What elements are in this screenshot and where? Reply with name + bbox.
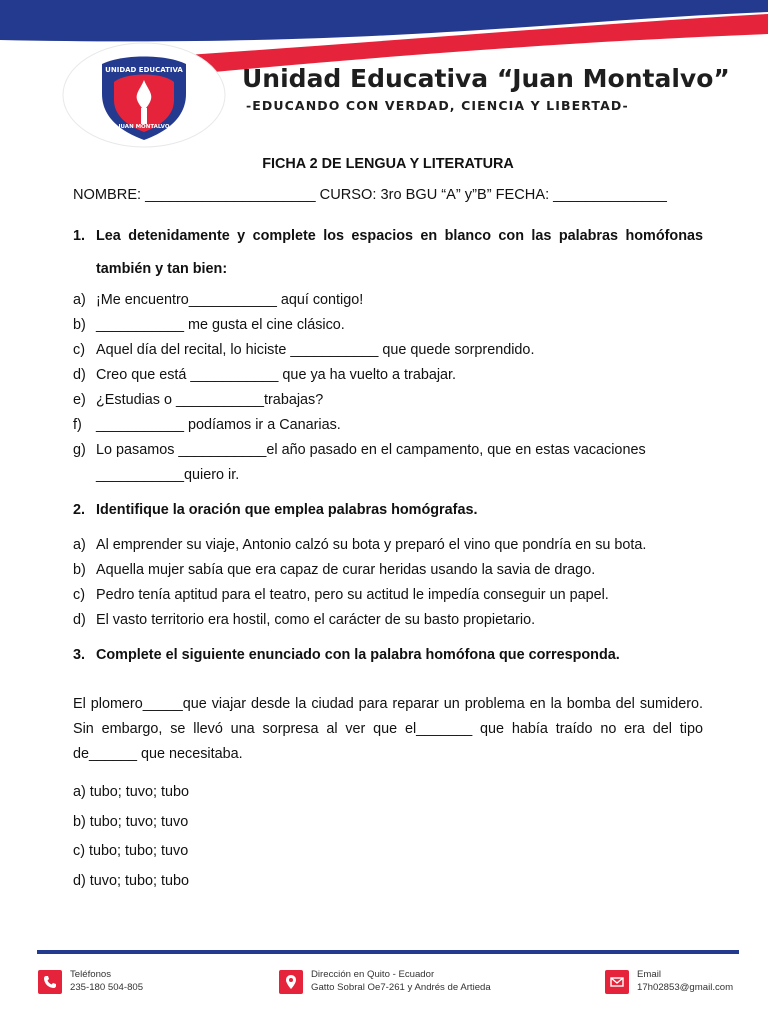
option-text: Creo que está ___________ que ya ha vuelto a trabajar.	[96, 367, 457, 383]
list-item	[73, 313, 703, 338]
fill-in-paragraph: El plomero_____que viajar desde la ciudad para reparar un problema en la bomba del sumidero. Sin embargo, se llevó una sorpresa al ver que el_______ que había traído no era del tipo de______ que necesitaba.	[73, 696, 703, 762]
list-item: b) tubo; tuvo; tuvo	[73, 813, 189, 830]
option-letter: a)	[73, 537, 86, 553]
option-text: El vasto territorio era hostil, como el carácter de su basto propietario.	[96, 612, 536, 628]
list-item	[73, 558, 703, 583]
list-item	[73, 608, 703, 633]
address-value: Gatto Sobral Oe7-261 y Andrés de Artieda	[311, 982, 491, 993]
option-letter: g)	[73, 442, 86, 458]
option-text: Lo pasamos ___________el año pasado en el campamento, que en estas vacaciones ___________quiero ir.	[96, 442, 646, 483]
question-number: 3.	[73, 647, 86, 663]
list-item	[73, 533, 703, 558]
email-value: 17h02853@gmail.com	[637, 982, 734, 993]
list-item	[73, 438, 703, 488]
footer-email	[605, 968, 733, 994]
footer-phone	[38, 968, 143, 994]
school-motto: -EDUCANDO CON VERDAD, CIENCIA Y LIBERTAD-	[246, 98, 629, 113]
worksheet-body	[73, 152, 703, 896]
logo-top-text: UNIDAD EDUCATIVA	[105, 66, 183, 74]
option-letter: f)	[73, 417, 82, 433]
school-name: Unidad Educativa “Juan Montalvo”	[242, 64, 730, 93]
option-text: ___________ me gusta el cine clásico.	[96, 317, 345, 333]
logo-bottom-text: JUAN MONTALVO	[118, 124, 170, 130]
option-text: ¡Me encuentro___________ aquí contigo!	[96, 292, 364, 308]
question-3-heading	[73, 643, 703, 668]
option-letter: d)	[73, 612, 86, 628]
footer-address	[279, 968, 491, 994]
list-item	[73, 388, 703, 413]
list-item	[73, 288, 703, 313]
list-item: c) tubo; tubo; tuvo	[73, 843, 189, 859]
address-label: Dirección en Quito - Ecuador	[311, 969, 435, 980]
option-letter: b)	[73, 562, 86, 578]
option-text: ___________ podíamos ir a Canarias.	[96, 417, 341, 433]
option-letter: e)	[73, 392, 86, 408]
question-2-options	[73, 533, 703, 633]
question-number: 1.	[73, 228, 86, 244]
email-label: Email	[637, 969, 661, 980]
phone-label: Teléfonos	[70, 969, 112, 980]
option-letter: c)	[73, 587, 85, 603]
footer-divider	[37, 950, 739, 954]
question-3-options	[73, 778, 703, 896]
option-text: ¿Estudias o ___________trabajas?	[96, 392, 324, 408]
option-letter: a)	[73, 292, 86, 308]
question-text: Identifique la oración que emplea palabras homógrafas.	[96, 502, 478, 518]
envelope-icon	[605, 970, 629, 994]
question-text: Complete el siguiente enunciado con la palabra homófona que corresponda.	[96, 647, 620, 663]
option-letter: d)	[73, 367, 86, 383]
list-item	[73, 338, 703, 363]
school-logo	[62, 42, 226, 148]
location-pin-icon	[279, 970, 303, 994]
list-item	[73, 413, 703, 438]
list-item	[73, 583, 703, 608]
option-text: Pedro tenía aptitud para el teatro, pero su actitud le impedía conseguir un papel.	[96, 587, 609, 603]
list-item	[73, 363, 703, 388]
question-text: Lea detenidamente y complete los espacios en blanco con las palabras homófonas también y tan bien:	[96, 228, 703, 277]
option-text: Aquel día del recital, lo hiciste ___________ que quede sorprendido.	[96, 342, 535, 358]
option-letter: c)	[73, 342, 85, 358]
question-2-heading	[73, 498, 703, 523]
option-text: Al emprender su viaje, Antonio calzó su bota y preparó el vino que pondría en su bota.	[96, 537, 647, 553]
worksheet-title: FICHA 2 DE LENGUA Y LITERATURA	[262, 156, 514, 172]
letterhead	[0, 0, 768, 160]
question-number: 2.	[73, 502, 86, 518]
option-letter: b)	[73, 317, 86, 333]
question-1-options	[73, 288, 703, 488]
option-text: Aquella mujer sabía que era capaz de curar heridas usando la savia de drago.	[96, 562, 596, 578]
phone-icon	[38, 970, 62, 994]
student-info-line: NOMBRE: _____________________ CURSO: 3ro BGU “A” y”B” FECHA: ______________	[73, 187, 667, 203]
list-item: d) tuvo; tubo; tubo	[73, 872, 190, 889]
phone-value: 235-180 504-805	[70, 982, 144, 993]
list-item: a) tubo; tuvo; tubo	[73, 784, 190, 800]
question-1-heading	[73, 220, 703, 286]
